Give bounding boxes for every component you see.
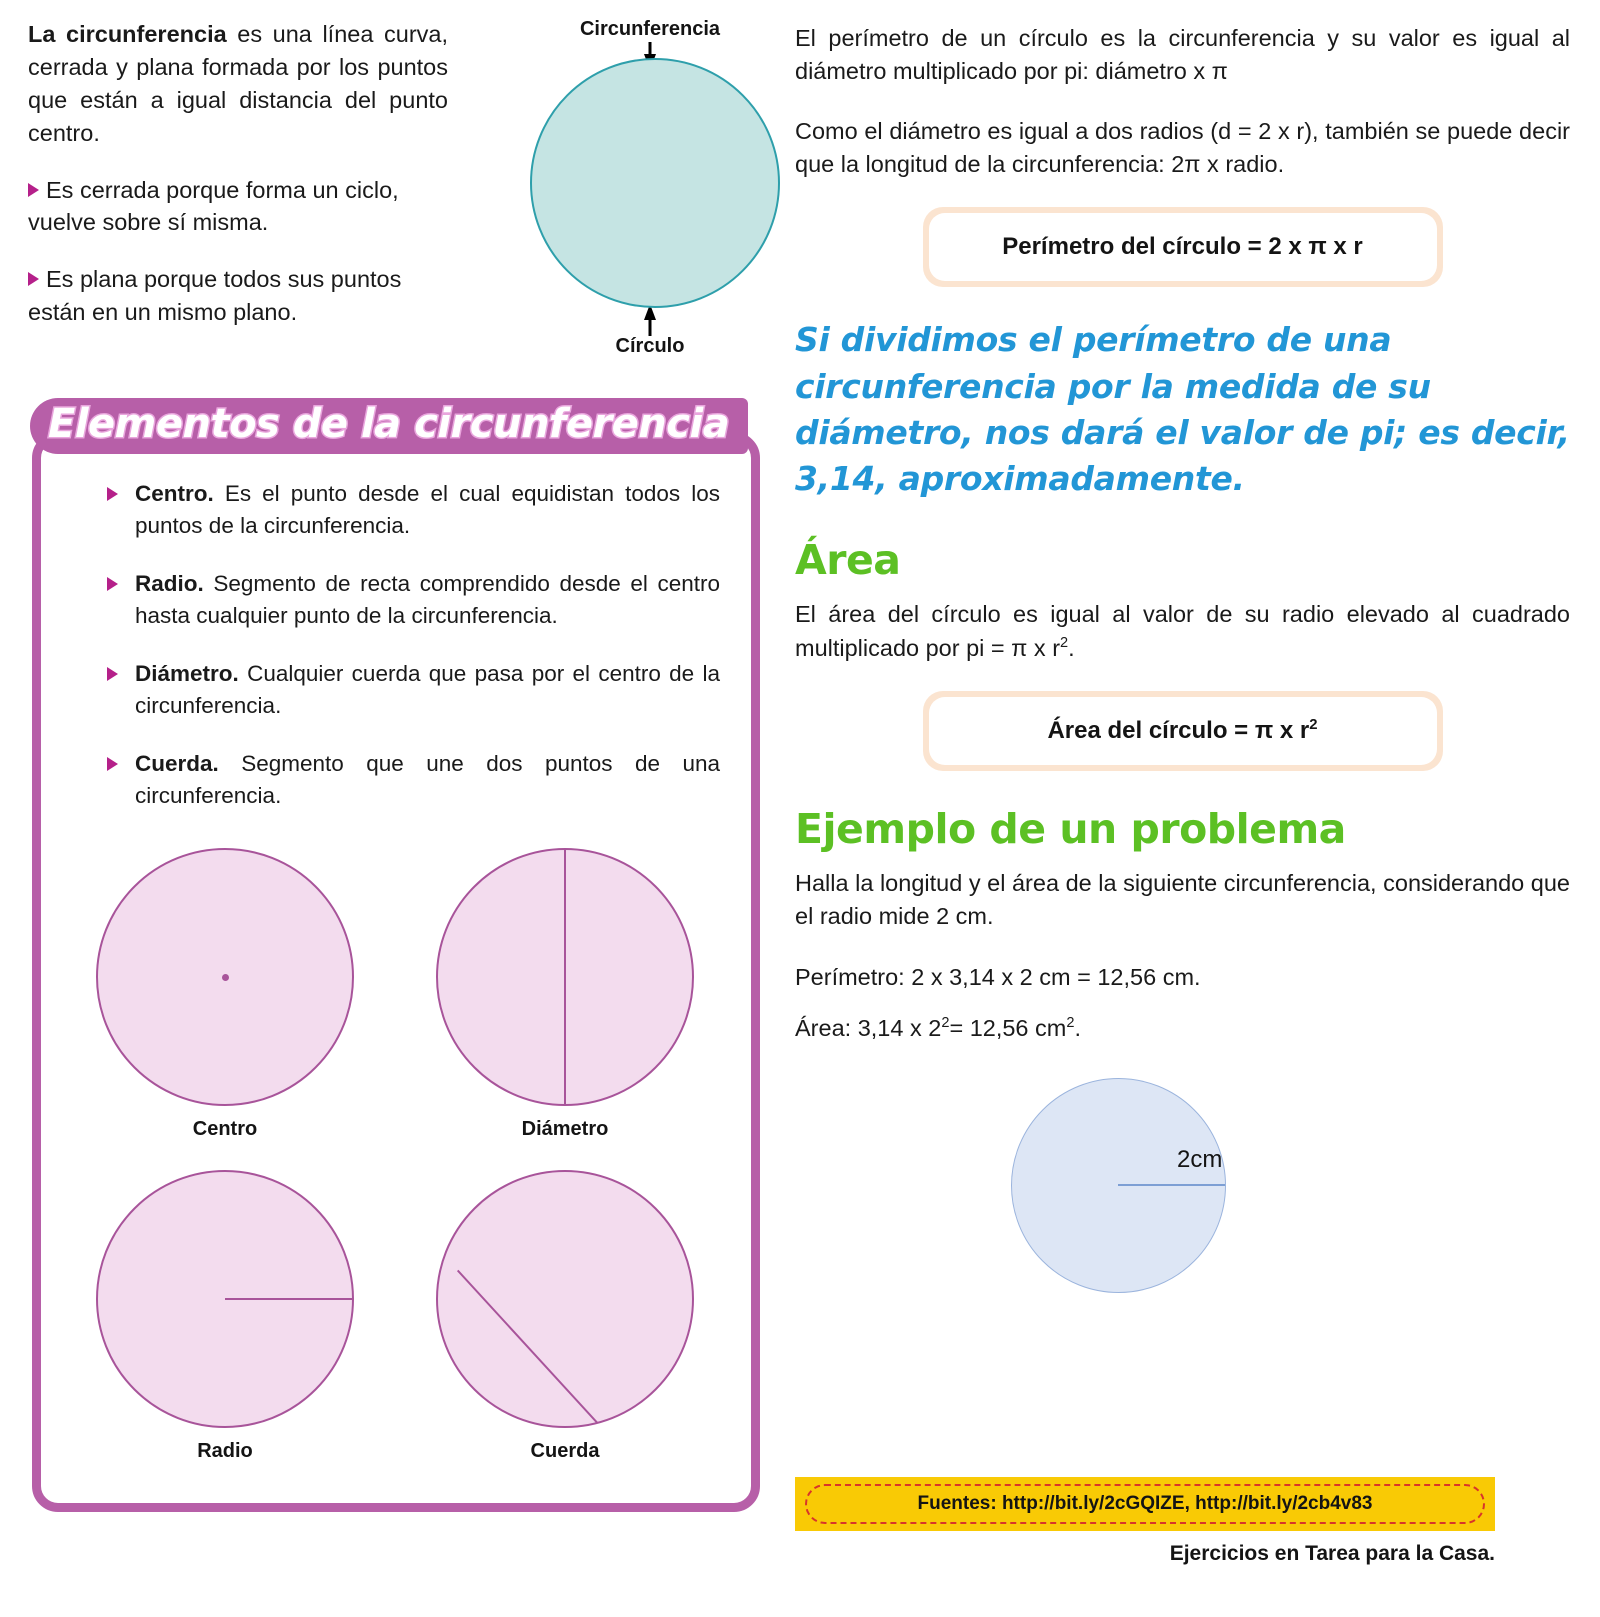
- solution-area-b: = 12,56 cm: [949, 1014, 1067, 1041]
- figure-radio: [90, 1170, 360, 1463]
- intro-bullet-1-text: Es cerrada porque forma un ciclo, vuelve sobre sí misma.: [28, 176, 399, 236]
- triangle-bullet-icon: [107, 577, 118, 591]
- teal-circle-shape: [530, 58, 780, 308]
- triangle-bullet-icon: [107, 667, 118, 681]
- figure-caption: Diámetro: [521, 1118, 609, 1140]
- section-banner: [30, 398, 760, 454]
- element-definition: Segmento de recta comprendido desde el centro hasta cualquier punto de la circunferencia.: [135, 570, 720, 628]
- centro-circle-shape: [96, 848, 354, 1106]
- intro-term: La circunferencia: [28, 21, 227, 47]
- solution-area-sup2: 2: [1066, 1015, 1075, 1032]
- element-term: Centro.: [135, 481, 214, 506]
- figure-caption: Centro: [192, 1118, 258, 1140]
- example-statement: Halla la longitud y el área de la siguiente circunferencia, considerando que el radio mide 2 cm.: [795, 869, 1570, 930]
- element-definition: Cualquier cuerda que pasa por el centro de la circunferencia.: [135, 660, 720, 718]
- sources-text: Fuentes: http://bit.ly/2cGQIZE, http://bit.ly/2cb4v83: [917, 1493, 1373, 1514]
- element-definition: Es el punto desde el cual equidistan todos los puntos de la circunferencia.: [135, 481, 720, 538]
- list-item: [105, 478, 720, 542]
- radio-circle-shape: [96, 1170, 354, 1428]
- perimeter-paragraph-1: El perímetro de un círculo es la circunferencia y su valor es igual al diámetro multiplicado por pi: diámetro x π: [795, 25, 1570, 85]
- perimeter-formula-box: [923, 207, 1443, 287]
- solution-area-sup1: 2: [941, 1015, 950, 1032]
- list-item: [105, 568, 720, 632]
- solution-perimeter: Perímetro: 2 x 3,14 x 2 cm = 12,56 cm.: [795, 963, 1201, 990]
- perimeter-formula-text: Perímetro del círculo = 2 x π x r: [929, 213, 1437, 281]
- list-item: [105, 748, 720, 812]
- example-heading: Ejemplo de un problema: [795, 804, 1346, 853]
- solution-area: [795, 1011, 1570, 1046]
- element-definition: Segmento que une dos puntos de una circunferencia.: [135, 750, 720, 808]
- example-circle-diagram: [995, 1068, 1415, 1298]
- center-point-icon: [222, 974, 229, 981]
- area-paragraph-text: El área del círculo es igual al valor de su radio elevado al cuadrado multiplicado por pi = π x r: [795, 601, 1570, 661]
- homework-note: Ejercicios en Tarea para la Casa.: [1169, 1542, 1495, 1565]
- figure-diametro: [430, 848, 700, 1141]
- area-formula-box: [923, 691, 1443, 771]
- element-term: Diámetro.: [135, 660, 239, 686]
- diametro-circle-shape: [436, 848, 694, 1106]
- area-exponent: 2: [1060, 634, 1069, 651]
- chord-line: [438, 1172, 692, 1426]
- area-paragraph-end: .: [1068, 634, 1075, 661]
- triangle-bullet-icon: [107, 757, 118, 771]
- intro-paragraph: [28, 18, 448, 150]
- pi-highlight-quote: Si dividimos el perímetro de una circunferencia por la medida de su diámetro, nos dará el valor de pi; es decir, 3,14, aproximadamente.: [795, 320, 1570, 498]
- area-formula-main: Área del círculo = π x r: [1047, 716, 1310, 744]
- figure-centro: [90, 848, 360, 1141]
- example-radius-line: [1118, 1184, 1225, 1186]
- list-item: [105, 658, 720, 722]
- circle-vs-circumference-diagram: [505, 18, 795, 358]
- area-paragraph: [795, 598, 1570, 665]
- elements-list: [105, 478, 720, 838]
- solution-area-a: Área: 3,14 x 2: [795, 1014, 942, 1041]
- area-formula-text: [929, 697, 1437, 765]
- sources-banner: [795, 1477, 1495, 1531]
- intro-bullet-2: [28, 263, 448, 329]
- figure-caption: Radio: [197, 1440, 253, 1462]
- area-formula-exponent: 2: [1309, 716, 1318, 733]
- radius-line: [225, 1298, 352, 1300]
- triangle-bullet-icon: [28, 272, 39, 286]
- example-radius-label: 2cm: [1177, 1146, 1223, 1174]
- area-heading: Área: [795, 536, 901, 585]
- intro-text: es una línea curva, cerrada y plana formada por los puntos que están a igual distancia del punto centro.: [28, 21, 448, 146]
- figure-caption: Cuerda: [530, 1440, 600, 1462]
- intro-bullet-2-text: Es plana porque todos sus puntos están en un mismo plano.: [28, 266, 402, 326]
- triangle-bullet-icon: [107, 487, 118, 501]
- right-column: [795, 22, 1570, 1298]
- circumference-label: Circunferencia: [579, 18, 721, 40]
- cuerda-circle-shape: [436, 1170, 694, 1428]
- perimeter-paragraph-2: Como el diámetro es igual a dos radios (d = 2 x r), también se puede decir que la longitud de la circunferencia: 2π x radio.: [795, 117, 1570, 178]
- solution-area-end: .: [1074, 1014, 1081, 1041]
- element-term: Cuerda.: [135, 750, 219, 776]
- figure-cuerda: [430, 1170, 700, 1463]
- intro-bullet-1: [28, 174, 448, 240]
- section-title: Elementos de la circunferencia: [48, 401, 730, 447]
- circulo-label: Círculo: [615, 335, 685, 357]
- triangle-bullet-icon: [28, 183, 39, 197]
- diameter-line: [564, 850, 566, 1104]
- element-term: Radio.: [135, 570, 204, 596]
